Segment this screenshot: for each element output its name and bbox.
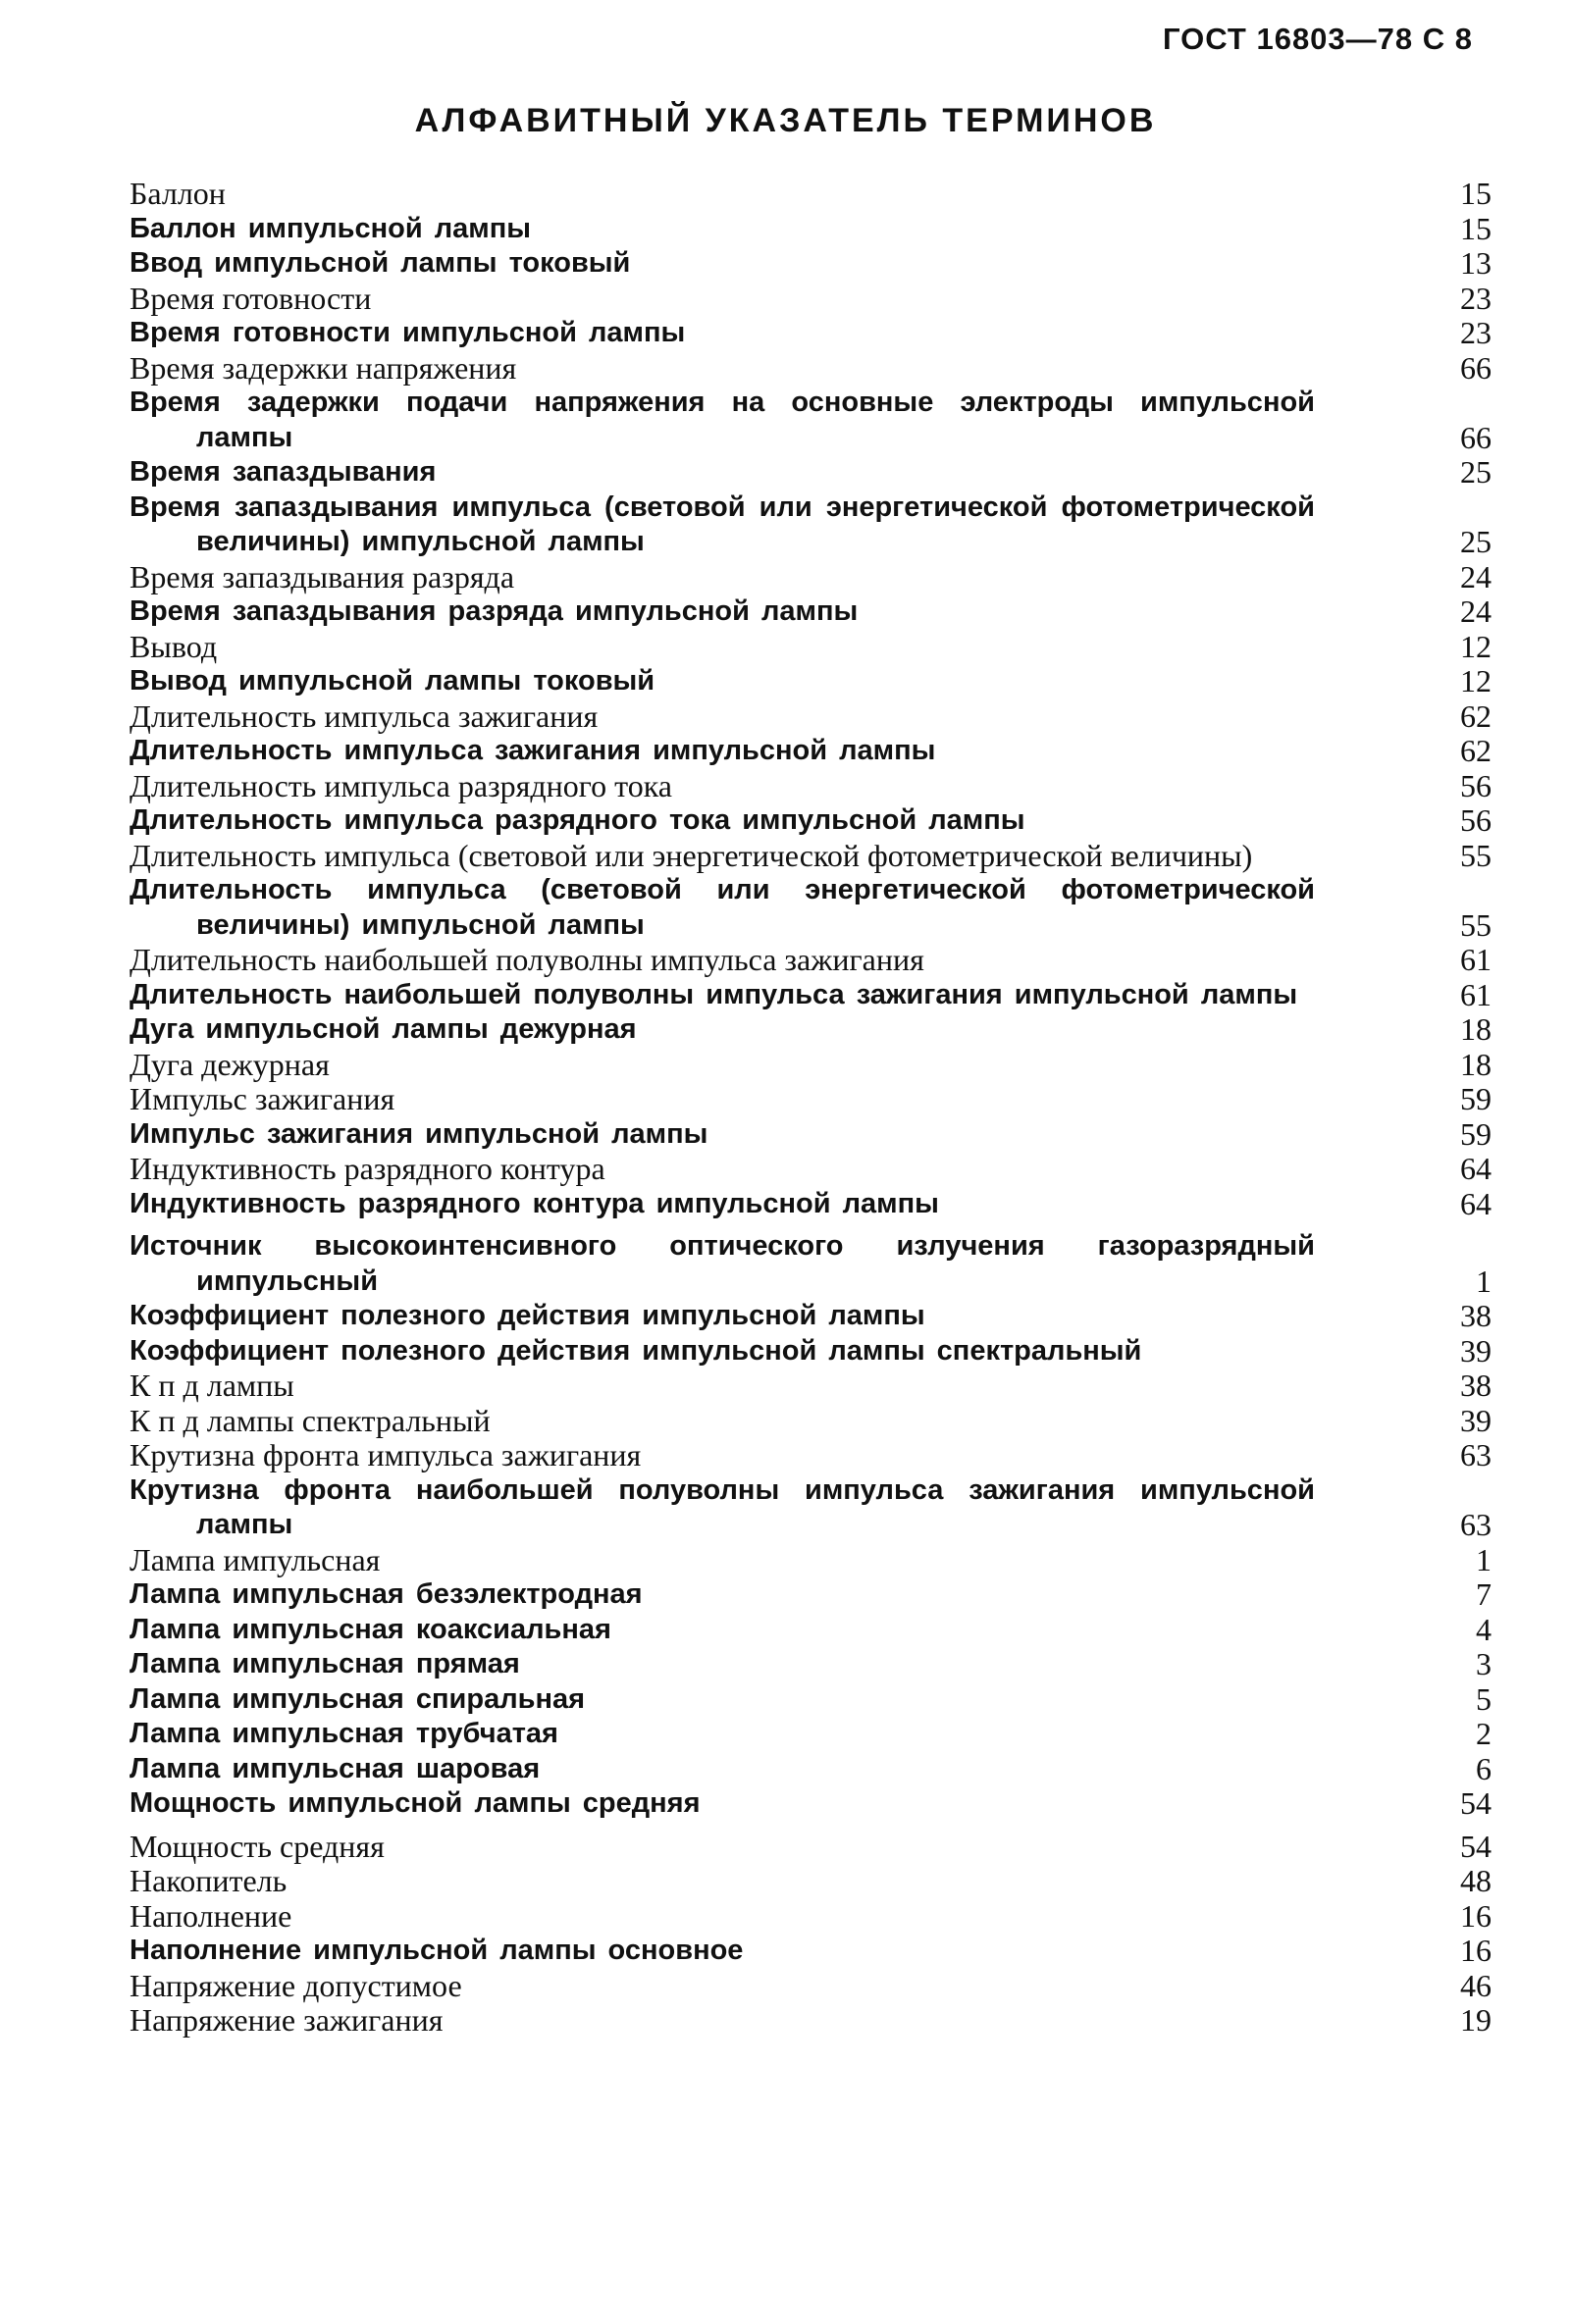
- index-term: Лампа импульсная коаксиальная: [130, 1613, 611, 1645]
- index-page-number: 13: [1460, 245, 1492, 281]
- index-term: Длительность импульса зажигания импульсной лампы: [130, 735, 936, 766]
- index-entry: [130, 630, 1492, 665]
- index-page-number: 23: [1460, 280, 1492, 316]
- index-page-number: 54: [1460, 1785, 1492, 1821]
- index-page-number: 59: [1460, 1081, 1492, 1116]
- index-entry: [130, 978, 1492, 1013]
- index-entry: [130, 1613, 1492, 1648]
- index-entry: [130, 943, 1492, 978]
- page-header: ГОСТ 16803—78 С 8: [1163, 22, 1473, 56]
- index-term: Время готовности импульсной лампы: [130, 317, 686, 348]
- index-page-number: 38: [1460, 1298, 1492, 1333]
- term-index: [130, 177, 1492, 2039]
- index-entry: [130, 873, 1492, 943]
- index-term: Импульс зажигания: [130, 1081, 395, 1116]
- index-page-number: 23: [1460, 315, 1492, 350]
- index-entry: [130, 803, 1492, 839]
- index-entry: [130, 1152, 1492, 1187]
- index-page-number: 64: [1460, 1185, 1492, 1221]
- index-entry: [130, 246, 1492, 282]
- index-term: Длительность импульса (световой или энергетической фотометрической величины): [130, 837, 1253, 873]
- index-entry: [130, 1438, 1492, 1473]
- index-entry: [130, 1717, 1492, 1752]
- index-entry: [130, 1404, 1492, 1439]
- index-term: Напряжение допустимое: [130, 1967, 462, 2003]
- index-page-number: 6: [1476, 1750, 1492, 1786]
- index-term: Накопитель: [130, 1863, 288, 1898]
- index-entry: [130, 1934, 1492, 1969]
- index-page-number: 63: [1460, 1507, 1492, 1542]
- index-page-number: 25: [1460, 454, 1492, 490]
- index-entry: [130, 839, 1492, 874]
- index-entry: [130, 769, 1492, 804]
- index-entry: [130, 664, 1492, 699]
- index-term: Время задержки подачи напряжения на основные электроды импульсной лампы: [130, 387, 1315, 453]
- index-entry: [130, 594, 1492, 630]
- index-term: Мощность импульсной лампы средняя: [130, 1787, 701, 1819]
- index-page-number: 38: [1460, 1368, 1492, 1403]
- index-term: Дуга импульсной лампы дежурная: [130, 1013, 637, 1045]
- index-entry: [130, 1334, 1492, 1369]
- index-page-number: 61: [1460, 942, 1492, 977]
- index-entry: [130, 282, 1492, 317]
- index-entry: [130, 1117, 1492, 1153]
- index-page-number: 18: [1460, 1011, 1492, 1047]
- index-page-number: 39: [1460, 1332, 1492, 1369]
- index-term: Время запаздывания разряда: [130, 558, 515, 594]
- index-entry: [130, 455, 1492, 491]
- index-term: Лампа импульсная трубчатая: [130, 1718, 558, 1749]
- index-entry: [130, 1752, 1492, 1787]
- index-page-number: 48: [1460, 1863, 1492, 1898]
- index-page-number: 7: [1476, 1576, 1492, 1612]
- index-page-number: 15: [1460, 176, 1492, 211]
- index-page-number: 25: [1460, 524, 1492, 559]
- index-entry: [130, 491, 1492, 560]
- index-entry: [130, 1187, 1492, 1222]
- index-term: Наполнение: [130, 1897, 292, 1934]
- index-page-number: 1: [1476, 1263, 1492, 1299]
- index-entry: [130, 1229, 1492, 1299]
- index-entry: [130, 1647, 1492, 1682]
- index-entry: [130, 1969, 1492, 2004]
- index-page-number: 61: [1460, 976, 1492, 1012]
- index-page-number: 4: [1476, 1611, 1492, 1647]
- index-page-number: 19: [1460, 2002, 1492, 2038]
- index-page-number: 3: [1476, 1646, 1492, 1681]
- index-page-number: 55: [1460, 906, 1492, 943]
- index-term: Мощность средняя: [130, 1828, 385, 1864]
- index-entry: [130, 1899, 1492, 1935]
- index-page-number: 56: [1460, 802, 1492, 838]
- index-entry: [130, 1082, 1492, 1117]
- index-entry: [130, 177, 1492, 212]
- index-page-number: 55: [1460, 837, 1492, 873]
- index-term: Крутизна фронта наибольшей полуволны импульса зажигания импульсной лампы: [130, 1473, 1315, 1540]
- index-term: Индуктивность разрядного контура: [130, 1151, 605, 1186]
- index-page-number: 66: [1460, 349, 1492, 386]
- index-entry: [130, 212, 1492, 247]
- index-term: Время запаздывания импульса (световой или энергетической фотометрической величины) импульсной лампы: [130, 491, 1315, 557]
- index-term: Источник высокоинтенсивного оптического излучения газоразрядный импульсный: [130, 1230, 1315, 1297]
- index-page-number: 15: [1460, 210, 1492, 246]
- index-entry: [130, 351, 1492, 387]
- index-page-number: 62: [1460, 733, 1492, 768]
- index-page-number: 16: [1460, 1933, 1492, 1968]
- index-page-number: 16: [1460, 1897, 1492, 1934]
- index-page-number: 64: [1460, 1151, 1492, 1186]
- index-term: Лампа импульсная спиральная: [130, 1682, 586, 1715]
- index-entry: [130, 2003, 1492, 2039]
- index-entry: [130, 1012, 1492, 1048]
- index-entry: [130, 734, 1492, 769]
- index-term: Импульс зажигания импульсной лампы: [130, 1117, 708, 1150]
- index-entry: [130, 1864, 1492, 1899]
- index-page-number: 1: [1476, 1541, 1492, 1577]
- index-term: Время запаздывания разряда импульсной лампы: [130, 595, 859, 627]
- index-term: Крутизна фронта импульса зажигания: [130, 1437, 642, 1472]
- page-title: АЛФАВИТНЫЙ УКАЗАТЕЛЬ ТЕРМИНОВ: [414, 102, 1157, 139]
- index-page-number: 12: [1460, 628, 1492, 664]
- index-term: Время задержки напряжения: [130, 349, 517, 386]
- index-entry: [130, 560, 1492, 595]
- index-entry: [130, 1577, 1492, 1613]
- index-term: Вывод импульсной лампы токовый: [130, 665, 655, 697]
- index-term: Лампа импульсная: [130, 1541, 381, 1577]
- index-term: Напряжение зажигания: [130, 2002, 444, 2038]
- index-term: Лампа импульсная шаровая: [130, 1752, 541, 1784]
- index-page-number: 5: [1476, 1680, 1492, 1717]
- index-term: К п д лампы: [130, 1368, 294, 1403]
- index-page-number: 59: [1460, 1115, 1492, 1152]
- index-term: Время запаздывания: [130, 456, 437, 488]
- index-page-number: 56: [1460, 767, 1492, 803]
- index-page-number: 63: [1460, 1437, 1492, 1472]
- index-term: Дуга дежурная: [130, 1046, 330, 1082]
- index-term: Вывод: [130, 628, 218, 664]
- index-entry: [130, 1682, 1492, 1718]
- index-entry: [130, 316, 1492, 351]
- index-entry: [130, 1473, 1492, 1543]
- index-term: Наполнение импульсной лампы основное: [130, 1935, 744, 1966]
- index-term: Ввод импульсной лампы токовый: [130, 247, 631, 279]
- index-page-number: 12: [1460, 663, 1492, 698]
- index-term: Индуктивность разрядного контура импульсной лампы: [130, 1187, 939, 1219]
- index-page-number: 54: [1460, 1828, 1492, 1864]
- index-entry: [130, 1543, 1492, 1578]
- index-entry: [130, 699, 1492, 735]
- index-term: Лампа импульсная безэлектродная: [130, 1578, 643, 1610]
- index-term: Длительность импульса разрядного тока: [130, 767, 672, 803]
- index-page-number: 18: [1460, 1046, 1492, 1082]
- index-term: Баллон: [130, 176, 226, 211]
- index-entry: [130, 386, 1492, 455]
- index-term: Время готовности: [130, 280, 372, 316]
- index-term: Коэффициент полезного действия импульсной лампы: [130, 1300, 925, 1331]
- index-page-number: 24: [1460, 594, 1492, 629]
- index-term: Лампа импульсная прямая: [130, 1648, 520, 1679]
- index-term: Длительность наибольшей полуволны импульса зажигания: [130, 942, 924, 977]
- index-term: Коэффициент полезного действия импульсной лампы спектральный: [130, 1334, 1142, 1367]
- index-entry: [130, 1830, 1492, 1865]
- index-term: Длительность импульса зажигания: [130, 697, 599, 734]
- index-term: Баллон импульсной лампы: [130, 212, 532, 244]
- index-entry: [130, 1048, 1492, 1083]
- index-entry: [130, 1786, 1492, 1822]
- index-term: Длительность импульса разрядного тока импульсной лампы: [130, 804, 1025, 836]
- index-page-number: 66: [1460, 419, 1492, 455]
- index-entry: [130, 1299, 1492, 1334]
- index-term: К п д лампы спектральный: [130, 1402, 491, 1438]
- index-page-number: 62: [1460, 697, 1492, 734]
- index-page-number: 2: [1476, 1716, 1492, 1751]
- index-page-number: 39: [1460, 1402, 1492, 1438]
- index-entry: [130, 1369, 1492, 1404]
- index-term: Длительность импульса (световой или энергетической фотометрической величины) импульсной лампы: [130, 874, 1315, 941]
- index-page-number: 24: [1460, 558, 1492, 594]
- index-page-number: 46: [1460, 1967, 1492, 2003]
- index-term: Длительность наибольшей полуволны импульса зажигания импульсной лампы: [130, 978, 1298, 1010]
